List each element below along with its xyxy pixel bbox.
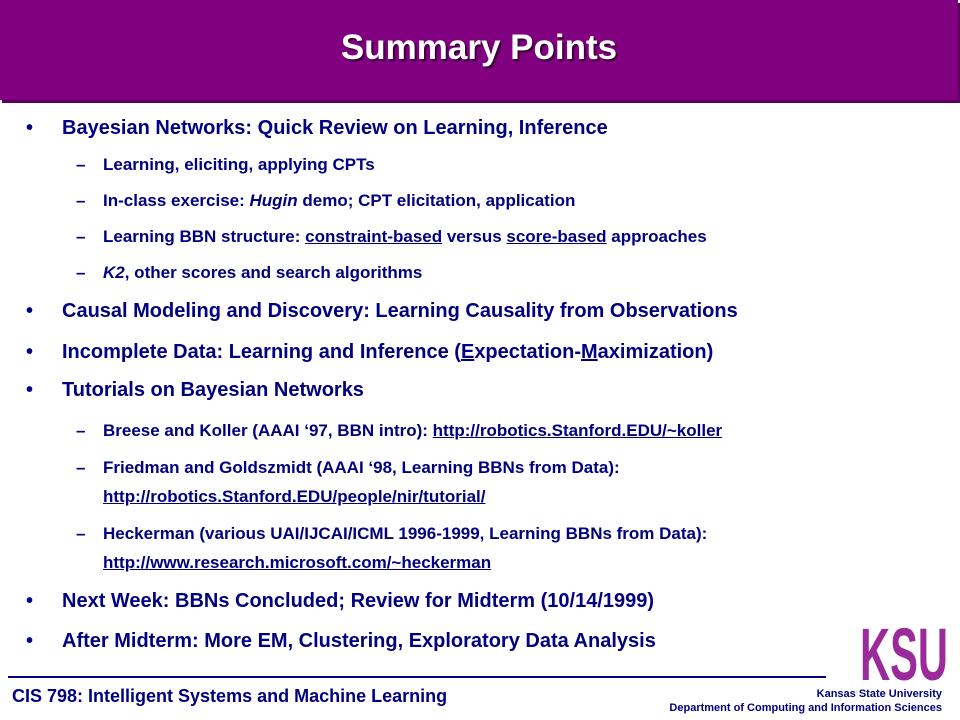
title-banner <box>0 0 958 100</box>
bullet-marker: • <box>26 379 34 401</box>
department-block <box>669 687 942 715</box>
bullet-text: Bayesian Networks: Quick Review on Learning, Inference <box>62 117 608 139</box>
bullet-marker: • <box>26 590 34 612</box>
subbullet-friedman-goldszmidt <box>76 455 620 481</box>
nir-tutorial-link[interactable]: http://robotics.Stanford.EDU/people/nir/tutorial/ <box>103 487 486 506</box>
subbullet-breese-koller <box>76 418 723 444</box>
university-name: Kansas State University <box>816 688 942 700</box>
subbullet-text: Learning BBN structure: <box>103 227 306 246</box>
bullet-text: Next Week: BBNs Concluded; Review for Midterm (10/14/1999) <box>62 590 655 612</box>
underlined-e: E <box>460 341 475 363</box>
ksu-logo <box>858 618 950 688</box>
bullet-text: Tutorials on Bayesian Networks <box>62 379 364 401</box>
score-based-text: score-based <box>506 227 607 246</box>
subbullet-text: Friedman and Goldszmidt (AAAI ‘98, Learning BBNs from Data): <box>103 458 620 477</box>
bullet-after-midterm <box>26 630 656 653</box>
bullet-text: After Midterm: More EM, Clustering, Exploratory Data Analysis <box>62 630 656 652</box>
bullet-marker: • <box>26 341 34 363</box>
subbullet-friedman-link-line <box>103 484 486 510</box>
bullet-bayesian-networks <box>26 117 608 140</box>
subbullet-text: In-class exercise: <box>103 191 250 210</box>
underlined-m: M <box>581 341 598 363</box>
subbullet-text: demo; CPT elicitation, application <box>297 191 576 210</box>
hugin-text: Hugin <box>249 191 298 210</box>
subbullet-hugin-exercise <box>76 188 576 214</box>
bullet-marker: • <box>26 630 34 652</box>
footer-divider <box>8 676 826 678</box>
bullet-causal-modeling <box>26 300 738 323</box>
k2-text: K2 <box>103 263 125 282</box>
bullet-text: Causal Modeling and Discovery: Learning Causality from Observations <box>62 300 738 322</box>
heckerman-link[interactable]: http://www.research.microsoft.com/~heckerman <box>103 553 492 572</box>
slide-title: Summary Points <box>340 28 618 67</box>
bullet-marker: • <box>26 300 34 322</box>
ksu-logo-text: KSU <box>860 618 948 688</box>
bullet-tutorials <box>26 379 364 402</box>
subbullet-text: Heckerman (various UAI/IJCAI/ICML 1996-1999, Learning BBNs from Data): <box>103 524 708 543</box>
bullet-text: aximization) <box>597 341 714 363</box>
bullet-next-week <box>26 590 655 613</box>
dash-marker: – <box>76 227 86 246</box>
course-title: CIS 798: Intelligent Systems and Machine Learning <box>12 686 448 706</box>
subbullet-learning-cpts <box>76 152 375 178</box>
subbullet-text: , other scores and search algorithms <box>124 263 423 282</box>
subbullet-text: Breese and Koller (AAAI ‘97, BBN intro): <box>103 421 433 440</box>
subbullet-heckerman-link-line <box>103 550 491 576</box>
dash-marker: – <box>76 191 86 210</box>
koller-link[interactable]: http://robotics.Stanford.EDU/~koller <box>432 421 723 440</box>
subbullet-k2 <box>76 260 423 286</box>
bullet-marker: • <box>26 117 34 139</box>
dash-marker: – <box>76 458 86 477</box>
dash-marker: – <box>76 263 86 282</box>
subbullet-text: approaches <box>606 227 707 246</box>
bullet-text: xpectation- <box>474 341 581 363</box>
bullet-text: Incomplete Data: Learning and Inference ( <box>62 341 461 363</box>
dash-marker: – <box>76 421 86 440</box>
department-name: Department of Computing and Information Sciences <box>669 702 942 714</box>
dash-marker: – <box>76 524 86 543</box>
subbullet-heckerman <box>76 521 708 547</box>
subbullet-text: versus <box>442 227 507 246</box>
bullet-incomplete-data <box>26 341 714 364</box>
constraint-based-text: constraint-based <box>305 227 443 246</box>
subbullet-bbn-structure <box>76 224 707 250</box>
dash-marker: – <box>76 155 86 174</box>
subbullet-text: Learning, eliciting, applying CPTs <box>103 155 375 174</box>
